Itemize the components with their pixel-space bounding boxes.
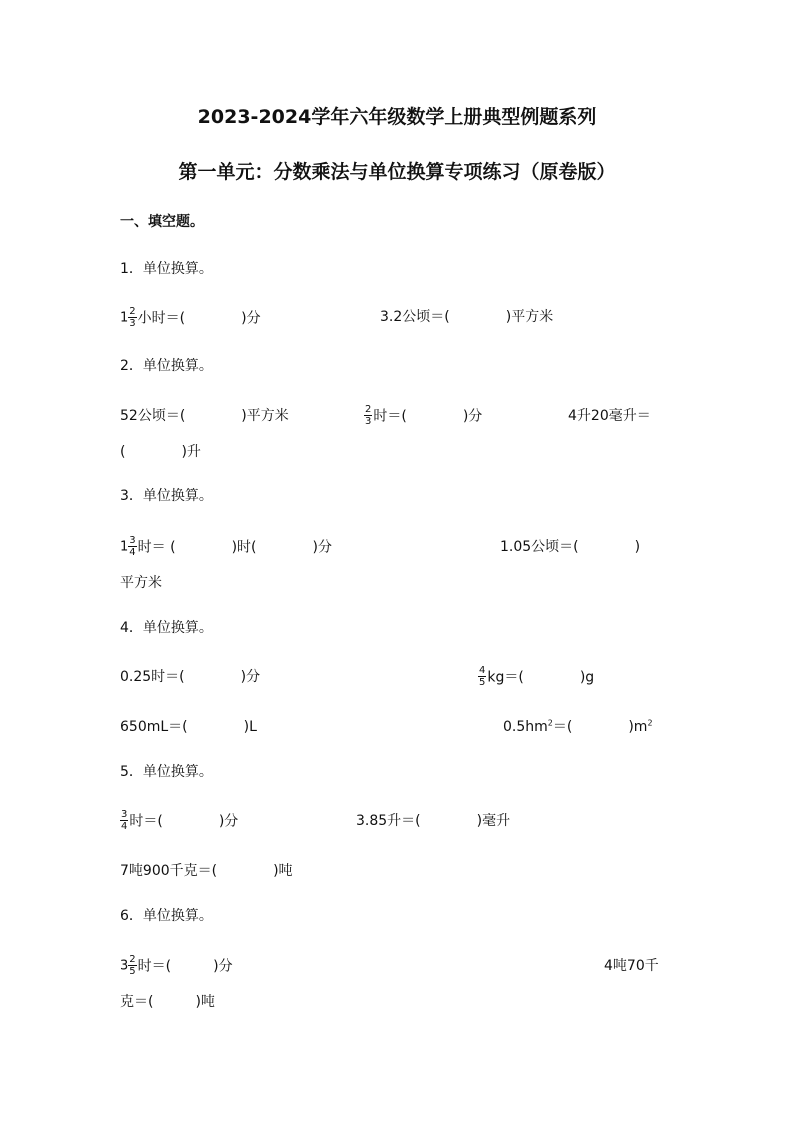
question-4-item-a: 0.25时＝( )分 bbox=[120, 669, 261, 685]
question-2-item-c: 4升20毫升＝ bbox=[568, 408, 651, 424]
fraction: $\frac{2}{3}$ bbox=[129, 306, 136, 329]
question-5-item-b: 3.85升＝( )毫升 bbox=[356, 813, 511, 829]
question-4-item-d: $0.5hm^2=$( )$m^2$ bbox=[503, 718, 653, 735]
question-3-label: 3．单位换算。 bbox=[120, 488, 213, 504]
question-6-label: 6．单位换算。 bbox=[120, 908, 213, 924]
question-6-item-b: 4吨70千 bbox=[604, 958, 659, 974]
question-4-label: 4．单位换算。 bbox=[120, 620, 213, 636]
question-3-item-a: 1 $\frac{3}{4}$ 时＝ ( )时( )分 bbox=[120, 535, 332, 558]
section-heading: 一、填空题。 bbox=[120, 214, 204, 230]
question-5-item-a: $\frac{3}{4}$ 时＝( )分 bbox=[121, 809, 239, 832]
question-1-label: 1．单位换算。 bbox=[120, 261, 213, 277]
question-4-item-b: $\frac{4}{5}$ kg＝( )g bbox=[479, 665, 595, 688]
fraction: $\frac{2}{5}$ bbox=[129, 954, 136, 977]
question-3-item-b-cont: 平方米 bbox=[120, 575, 162, 591]
mixed-whole: 3 bbox=[120, 958, 129, 974]
question-5-item-c: 7吨900千克＝( )吨 bbox=[120, 863, 293, 879]
fraction: $\frac{2}{3}$ bbox=[365, 404, 372, 427]
fraction: $\frac{3}{4}$ bbox=[121, 809, 128, 832]
question-6-item-a: 3 $\frac{2}{5}$ 时＝( )分 bbox=[120, 954, 233, 977]
fraction: $\frac{4}{5}$ bbox=[479, 665, 486, 688]
fraction: $\frac{3}{4}$ bbox=[129, 535, 136, 558]
question-4-item-c: 650mL＝( )L bbox=[120, 719, 257, 735]
question-2-item-a: 52公顷＝( )平方米 bbox=[120, 408, 289, 424]
question-2-item-b: $\frac{2}{3}$ 时＝( )分 bbox=[365, 404, 483, 427]
question-6-item-b-cont: 克＝( )吨 bbox=[120, 994, 215, 1010]
question-3-item-b: 1.05公顷＝( ) bbox=[500, 539, 641, 555]
worksheet-title: 2023-2024学年六年级数学上册典型例题系列 bbox=[197, 106, 597, 128]
mixed-whole: 1 bbox=[120, 539, 129, 555]
question-2-item-c-cont: ( )升 bbox=[120, 444, 201, 460]
question-1-item-b: 3.2公顷＝( )平方米 bbox=[380, 309, 554, 325]
question-5-label: 5．单位换算。 bbox=[120, 764, 213, 780]
mixed-whole: 1 bbox=[120, 310, 129, 326]
question-2-label: 2．单位换算。 bbox=[120, 358, 213, 374]
worksheet-subtitle: 第一单元：分数乘法与单位换算专项练习（原卷版） bbox=[178, 161, 616, 183]
question-1-item-a: 1 $\frac{2}{3}$ 小时＝( )分 bbox=[120, 306, 261, 329]
